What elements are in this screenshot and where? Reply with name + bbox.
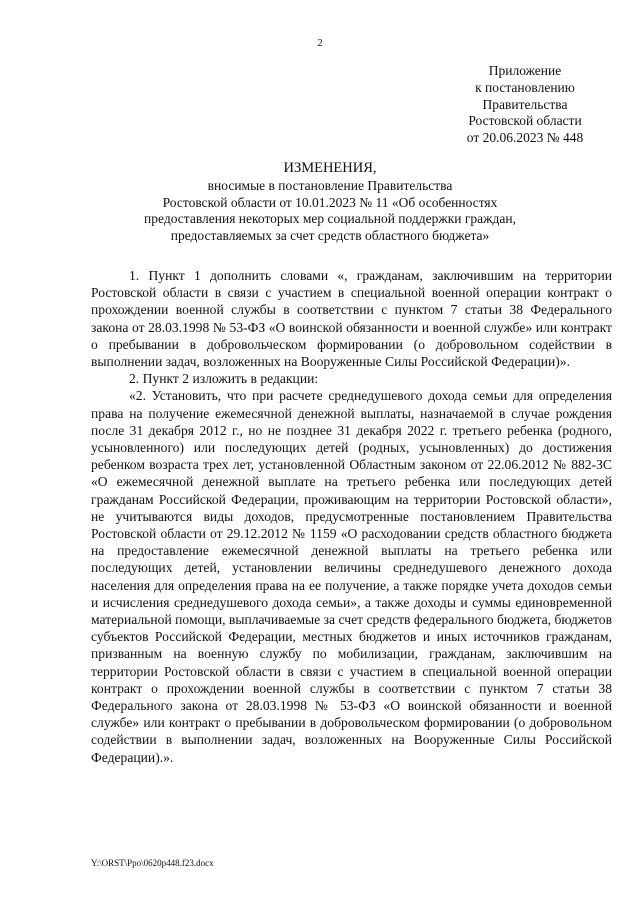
document-heading [100,160,560,245]
appendix-line: к постановлению [475,79,575,95]
heading-line: предоставляемых за счет средств областного бюджета» [170,228,490,244]
heading-title: ИЗМЕНЕНИЯ, [283,160,377,176]
document-body [91,267,612,766]
file-path-footer: Y:\ORST\Ppo\0620p448.f23.docx [91,858,214,868]
paragraph-2: 2. Пункт 2 изложить в редакции: [129,371,319,387]
appendix-line: Ростовской области [468,113,582,129]
heading-line: вносимые в постановление Правительства [207,177,453,193]
heading-line: Ростовской области от 10.01.2023 № 11 «Об особенностях [162,194,498,210]
appendix-line: от 20.06.2023 № 448 [466,130,584,146]
paragraph-1: 1. Пункт 1 дополнить словами «, гражданам, заключившим на территории Ростовской области в связи с участием в специальной военной операции контракт о прохождении военной службы в соответствии с пунктом 7 статьи 38 Федерального закона от 28.03.1998 № 53-ФЗ «О воинской обязанности и военной службе» или контракт о пребывании в добровольческом формировании (о добровольном содействии в выполнении задач, возложенных на Вооруженные Силы Российской Федерации)». [91,268,612,370]
paragraph-3: «2. Установить, что при расчете среднедушевого дохода семьи для определения права на получение ежемесячной денежной выплаты, назначаемой в случае рождения после 31 декабря 2012 г., но не позднее 31 декабря 2022 г. третьего ребенка (родного, усыновленного) или последующих детей (родных, усыновленных) до достижения ребенком возраста трех лет, установленной Областным законом от 22.06.2012 № 882-ЗС «О ежемесячной денежной выплате на третьего ребенка или последующих детей гражданам Российской Федерации, проживающим на территории Ростовской области», не учитываются виды доходов, предусмотренные постановлением Правительства Ростовской области от 29.12.2012 № 1159 «О расходовании средств областного бюджета на предоставление ежемесячной денежной выплаты на третьего ребенка или последующих детей, установлении величины среднедушевого денежного дохода населения для определения права на ее получение, а также порядке учета доходов семьи и исчисления среднедушевого дохода семьи», а также доходы и суммы единовременной материальной помощи, выплачиваемые за счет средств федерального бюджета, бюджетов субъектов Российской Федерации, местных бюджетов и иных источников гражданам, призванным на военную службу по мобилизации, гражданам, заключившим на территории Ростовской области в связи с участием в специальной военной операции контракт о прохождении военной службы в соответствии с пунктом 7 статьи 38 Федерального закона от 28.03.1998 № 53-ФЗ «О воинской обязанности и военной службе» или контракт о пребывании в добровольческом формировании (о добровольном содействии в выполнении задач, возложенных на Вооруженные Силы Российской Федерации).». [91,388,612,765]
appendix-line: Приложение [488,63,562,78]
heading-line: предоставления некоторых мер социальной поддержки граждан, [144,211,516,227]
page-number: 2 [317,37,323,49]
appendix-line: Правительства [482,96,568,112]
appendix-block [440,63,610,147]
